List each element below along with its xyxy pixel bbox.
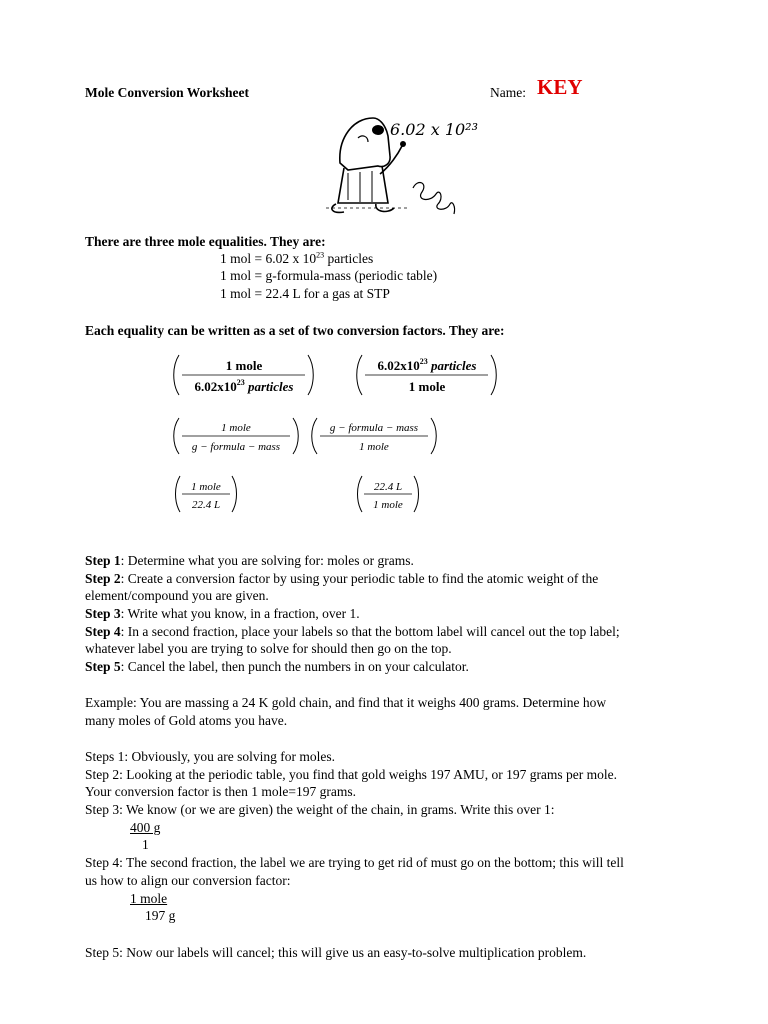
factor2-numerator: $6.02x10^{23}$ particles	[377, 357, 477, 373]
example-fraction-1-denominator: 1	[142, 837, 149, 852]
factors-intro: Each equality can be written as a set of two conversion factors. They are:	[85, 323, 505, 338]
factor3-numerator: 1 mole	[221, 422, 251, 434]
step-2: Step 2: Create a conversion factor by using your periodic table to find the atomic weight of the	[85, 571, 599, 586]
example-step-3: Step 3: We know (or we are given) the weight of the chain, in grams. Write this over 1:	[85, 802, 555, 817]
step-5: Step 5: Cancel the label, then punch the numbers in on your calculator.	[85, 659, 469, 674]
step-4-continued: whatever label you are trying to solve for should then go on the top.	[85, 641, 452, 656]
step-4: Step 4: In a second fraction, place your labels so that the bottom label will cancel out the top label;	[85, 624, 620, 639]
example-step-2b: Your conversion factor is then 1 mole=197 grams.	[85, 784, 356, 799]
factor2-denominator: 1 mole	[408, 379, 446, 394]
factor4-denominator: 1 mole	[359, 441, 389, 453]
factor1-denominator: $6.02x10^{23}$ particles	[194, 378, 294, 394]
factor5-numerator: 1 mole	[191, 481, 221, 493]
example-step-4a: Step 4: The second fraction, the label we are trying to get rid of must go on the bottom; this will tell	[85, 855, 624, 870]
example-step-1: Steps 1: Obviously, you are solving for moles.	[85, 749, 335, 764]
factor4-numerator: g − formula − mass	[329, 422, 419, 434]
worksheet-title: Mole Conversion Worksheet	[85, 85, 249, 100]
name-value: KEY	[537, 75, 583, 99]
example-fraction-2-numerator: 1 mole	[130, 891, 168, 906]
example-step-5: Step 5: Now our labels will cancel; this will give us an easy-to-solve multiplication problem.	[85, 945, 587, 960]
example-step-2a: Step 2: Looking at the periodic table, you find that gold weighs 197 AMU, or 197 grams per mole.	[85, 767, 618, 782]
example-fraction-1-numerator: 400 g	[130, 820, 161, 835]
factor-liters-over-mole	[356, 474, 420, 514]
example-step-4b: us how to align our conversion factor:	[85, 873, 291, 888]
example-line-2: many moles of Gold atoms you have.	[85, 713, 288, 728]
equalities-intro: There are three mole equalities. They are:	[85, 234, 326, 249]
factor6-numerator: 22.4 L	[373, 481, 403, 493]
example-line-1: Example: You are massing a 24 K gold chain, and find that it weighs 400 grams. Determine how	[85, 695, 607, 710]
equality-particles: 1 mol = 6.02 x $10^{23}$ particles	[220, 250, 374, 266]
equality-volume: 1 mol = 22.4 L for a gas at STP	[220, 286, 390, 301]
equality-mass: 1 mol = g-formula-mass (periodic table)	[220, 268, 438, 283]
step-3: Step 3: Write what you know, in a fraction, over 1.	[85, 606, 360, 621]
factor6-denominator: 1 mole	[373, 499, 403, 511]
step-1: Step 1: Determine what you are solving for: moles or grams.	[85, 553, 414, 568]
name-label: Name:	[490, 85, 526, 100]
factor5-denominator: 22.4 L	[191, 499, 221, 511]
step-2-continued: element/compound you are given.	[85, 588, 269, 603]
factor3-denominator: g − formula − mass	[191, 441, 281, 453]
factor-mole-over-liters	[174, 474, 238, 514]
illustration-caption: 6.02 x 10²³	[390, 120, 479, 139]
factor-mole-over-particles	[172, 352, 317, 398]
factor1-numerator: 1 mole	[225, 358, 263, 373]
mole-cartoon-illustration	[318, 108, 479, 223]
factor-particles-over-mole	[355, 352, 500, 398]
example-fraction-2-denominator: 197 g	[145, 908, 176, 923]
factor-mole-over-mass	[172, 415, 302, 457]
factor-mass-over-mole	[310, 415, 440, 457]
signature-scribble	[413, 182, 455, 214]
